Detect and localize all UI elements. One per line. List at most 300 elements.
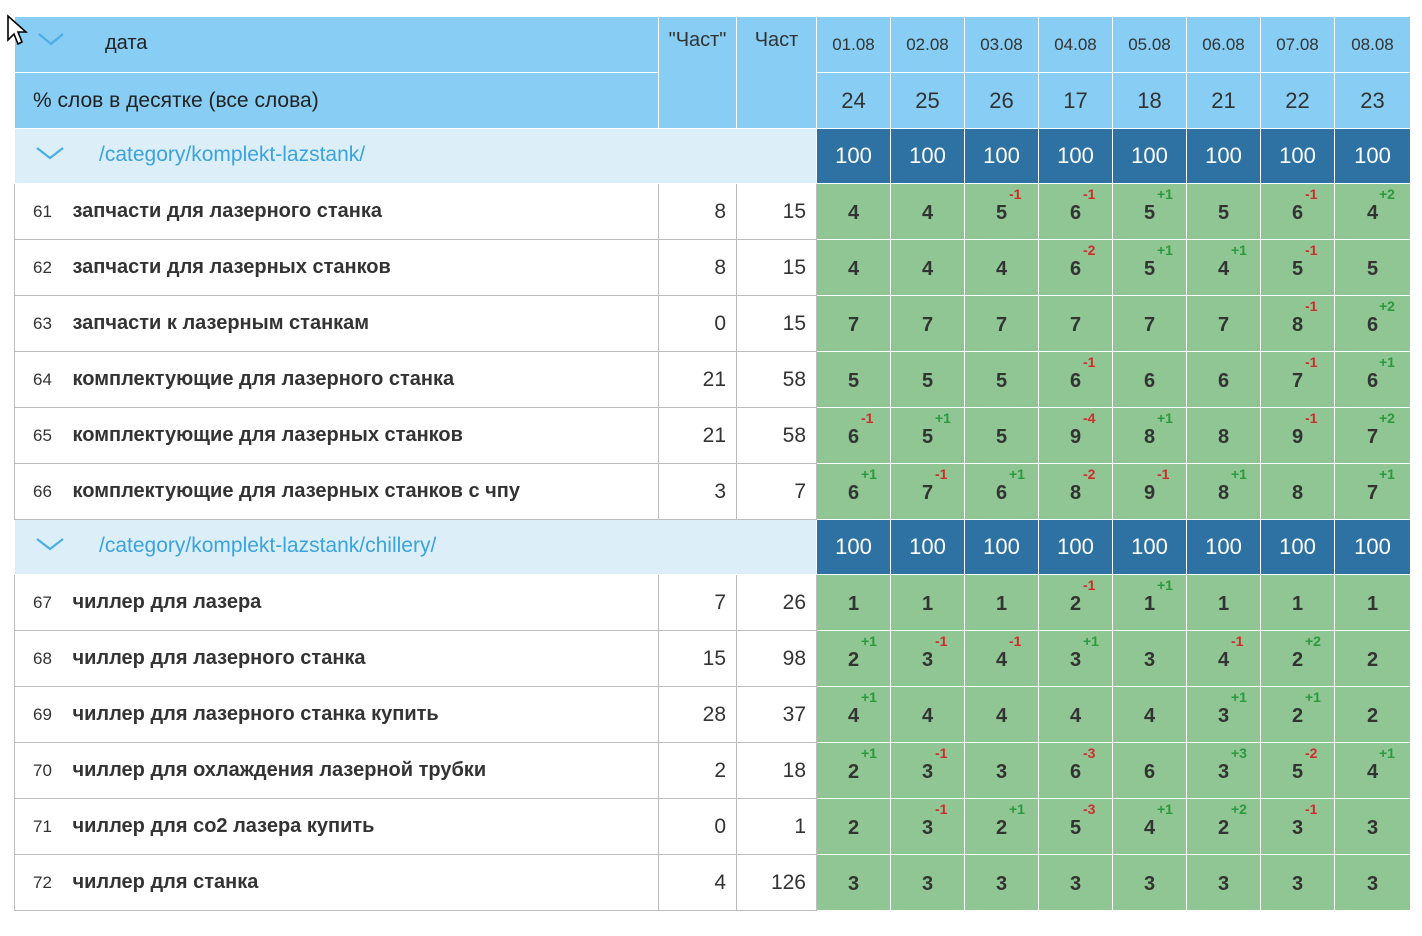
position-value: 2 — [1366, 649, 1379, 671]
table-row[interactable] — [15, 855, 1411, 911]
position-cell — [817, 296, 891, 352]
position-cell — [817, 408, 891, 464]
position-cell — [1113, 352, 1187, 408]
position-value: 8 — [1143, 426, 1156, 448]
position-value: 7 — [921, 482, 934, 504]
position-cell — [1261, 464, 1335, 520]
group-path-link[interactable]: /category/komplekt-lazstank/chillery/ — [99, 534, 437, 557]
date-label: дата — [105, 32, 148, 54]
position-value: 8 — [1069, 482, 1082, 504]
position-cell — [891, 464, 965, 520]
position-change: -1 — [1305, 242, 1318, 258]
position-value: 7 — [995, 314, 1008, 336]
position-change: +1 — [861, 466, 877, 482]
position-cell — [1335, 855, 1411, 911]
position-cell — [1113, 408, 1187, 464]
position-value: 8 — [1291, 314, 1304, 336]
percent-in-top10-cell: 26 — [965, 73, 1039, 129]
position-value: 1 — [1143, 593, 1156, 615]
position-value: 3 — [995, 873, 1008, 895]
position-cell — [1187, 575, 1261, 631]
freq-quoted-cell: 21 — [659, 352, 737, 408]
date-column-header[interactable]: 07.08 — [1261, 17, 1335, 73]
position-change: +1 — [1305, 689, 1321, 705]
position-cell — [817, 352, 891, 408]
position-cell — [1187, 352, 1261, 408]
keyword-cell[interactable]: комплектующие для лазерных станков — [71, 408, 659, 464]
position-change: +2 — [1379, 298, 1395, 314]
position-cell — [1113, 799, 1187, 855]
position-cell — [1113, 296, 1187, 352]
position-value: 9 — [1069, 426, 1082, 448]
position-cell — [965, 240, 1039, 296]
freq-cell: 37 — [737, 687, 817, 743]
position-cell — [965, 184, 1039, 240]
position-value: 4 — [1217, 258, 1230, 280]
position-change: -1 — [1305, 410, 1318, 426]
row-number: 72 — [15, 855, 71, 911]
position-change: +1 — [861, 745, 877, 761]
position-cell — [1039, 687, 1113, 743]
position-value: 8 — [1291, 482, 1304, 504]
position-cell — [1335, 687, 1411, 743]
position-cell — [891, 240, 965, 296]
freq-quoted-cell: 8 — [659, 184, 737, 240]
position-change: -1 — [1305, 354, 1318, 370]
position-cell — [965, 687, 1039, 743]
position-value: 2 — [1069, 593, 1082, 615]
freq-quoted-cell: 0 — [659, 296, 737, 352]
position-cell — [1261, 184, 1335, 240]
position-value: 3 — [1217, 761, 1230, 783]
row-number: 66 — [15, 464, 71, 520]
position-change: +1 — [1231, 466, 1247, 482]
position-value: 6 — [1143, 370, 1156, 392]
date-column-header[interactable]: 01.08 — [817, 17, 891, 73]
position-cell — [965, 631, 1039, 687]
position-cell — [1113, 184, 1187, 240]
position-value: 5 — [1217, 202, 1230, 224]
position-value: 3 — [1366, 817, 1379, 839]
position-value: 4 — [1217, 649, 1230, 671]
date-column-header[interactable]: 03.08 — [965, 17, 1039, 73]
position-cell — [965, 799, 1039, 855]
position-change: +1 — [1009, 466, 1025, 482]
position-change: +1 — [1231, 689, 1247, 705]
position-value: 3 — [921, 817, 934, 839]
freq-quoted-cell: 0 — [659, 799, 737, 855]
position-cell — [1261, 743, 1335, 799]
position-cell — [1261, 352, 1335, 408]
position-value: 4 — [1366, 761, 1379, 783]
position-cell — [1113, 240, 1187, 296]
position-change: +1 — [1083, 633, 1099, 649]
keyword-cell[interactable]: комплектующие для лазерного станка — [71, 352, 659, 408]
position-value: 5 — [1143, 258, 1156, 280]
group-percent-cell: 100 — [1113, 129, 1187, 184]
group-percent-cell: 100 — [965, 520, 1039, 575]
position-change: -2 — [1083, 242, 1096, 258]
row-number: 70 — [15, 743, 71, 799]
row-number: 62 — [15, 240, 71, 296]
percent-in-top10-cell: 21 — [1187, 73, 1261, 129]
date-column-header[interactable]: 02.08 — [891, 17, 965, 73]
position-value: 4 — [1143, 817, 1156, 839]
position-value: 4 — [995, 705, 1008, 727]
freq-quoted-cell: 3 — [659, 464, 737, 520]
position-cell — [965, 408, 1039, 464]
position-cell — [1335, 631, 1411, 687]
row-number: 64 — [15, 352, 71, 408]
table-row[interactable] — [15, 799, 1411, 855]
position-cell — [817, 687, 891, 743]
freq-cell: 15 — [737, 296, 817, 352]
keyword-cell[interactable]: чиллер для co2 лазера купить — [71, 799, 659, 855]
percent-in-top10-cell: 17 — [1039, 73, 1113, 129]
position-value: 6 — [1366, 314, 1379, 336]
position-change: -1 — [1083, 577, 1096, 593]
table-row[interactable] — [15, 240, 1411, 296]
position-cell — [1187, 240, 1261, 296]
position-cell — [1261, 799, 1335, 855]
position-cell — [1261, 855, 1335, 911]
keyword-cell[interactable]: запчасти к лазерным станкам — [71, 296, 659, 352]
chevron-down-icon[interactable] — [37, 31, 65, 47]
group-path-link[interactable]: /category/komplekt-lazstank/ — [99, 143, 366, 166]
position-value: 7 — [847, 314, 860, 336]
position-value: 7 — [1143, 314, 1156, 336]
position-value: 7 — [1291, 370, 1304, 392]
group-percent-cell: 100 — [965, 129, 1039, 184]
group-percent-cell: 100 — [891, 129, 965, 184]
position-change: -1 — [1083, 186, 1096, 202]
date-column-header[interactable]: 06.08 — [1187, 17, 1261, 73]
position-value: 2 — [1291, 705, 1304, 727]
position-change: +2 — [1379, 410, 1395, 426]
freq-cell: 58 — [737, 408, 817, 464]
position-change: +1 — [1379, 466, 1395, 482]
position-value: 9 — [1143, 482, 1156, 504]
position-change: +1 — [1157, 186, 1173, 202]
position-change: -1 — [1305, 186, 1318, 202]
table-row[interactable] — [15, 352, 1411, 408]
position-change: +2 — [1305, 633, 1321, 649]
group-percent-cell: 100 — [817, 129, 891, 184]
keyword-cell[interactable]: запчасти для лазерного станка — [71, 184, 659, 240]
group-percent-cell: 100 — [1039, 129, 1113, 184]
position-change: +3 — [1231, 745, 1247, 761]
position-cell — [1113, 687, 1187, 743]
position-value: 6 — [1069, 258, 1082, 280]
position-cell — [817, 464, 891, 520]
position-cell — [891, 743, 965, 799]
position-cell — [1039, 464, 1113, 520]
position-change: +1 — [861, 633, 877, 649]
position-value: 5 — [995, 202, 1008, 224]
position-change: -1 — [1231, 633, 1244, 649]
position-value: 2 — [1366, 705, 1379, 727]
position-value: 3 — [921, 761, 934, 783]
position-value: 3 — [1291, 873, 1304, 895]
position-change: +1 — [1157, 577, 1173, 593]
position-value: 4 — [847, 705, 860, 727]
position-value: 2 — [1291, 649, 1304, 671]
keyword-cell[interactable]: чиллер для лазерного станка — [71, 631, 659, 687]
position-value: 1 — [1366, 593, 1379, 615]
group-percent-cell: 100 — [817, 520, 891, 575]
position-cell — [891, 631, 965, 687]
position-value: 8 — [1217, 482, 1230, 504]
position-value: 1 — [847, 593, 860, 615]
position-value: 2 — [847, 817, 860, 839]
position-value: 5 — [1143, 202, 1156, 224]
freq-quoted-cell: 28 — [659, 687, 737, 743]
position-cell — [891, 296, 965, 352]
position-change: -4 — [1083, 410, 1096, 426]
row-number: 63 — [15, 296, 71, 352]
position-cell — [891, 575, 965, 631]
position-cell — [1261, 687, 1335, 743]
position-value: 2 — [995, 817, 1008, 839]
table-row[interactable] — [15, 464, 1411, 520]
position-value: 1 — [1217, 593, 1230, 615]
position-value: 4 — [995, 258, 1008, 280]
percent-in-top10-cell: 22 — [1261, 73, 1335, 129]
table-row[interactable] — [15, 743, 1411, 799]
position-value: 6 — [847, 426, 860, 448]
position-cell — [1261, 575, 1335, 631]
position-value: 6 — [1143, 761, 1156, 783]
position-cell — [965, 296, 1039, 352]
freq-quoted-cell: 8 — [659, 240, 737, 296]
position-value: 6 — [1291, 202, 1304, 224]
chevron-down-icon[interactable] — [35, 536, 65, 552]
position-value: 2 — [847, 649, 860, 671]
date-header-cell[interactable] — [15, 17, 659, 73]
position-change: -1 — [1305, 801, 1318, 817]
position-change: +1 — [861, 689, 877, 705]
position-cell — [1335, 296, 1411, 352]
position-change: -3 — [1083, 801, 1096, 817]
position-change: +1 — [1379, 745, 1395, 761]
position-value: 1 — [995, 593, 1008, 615]
position-change: -1 — [1305, 298, 1318, 314]
group-header-cell[interactable] — [15, 129, 817, 184]
freq-cell: 58 — [737, 352, 817, 408]
keyword-cell[interactable]: чиллер для лазерного станка купить — [71, 687, 659, 743]
position-cell — [1113, 575, 1187, 631]
table-row[interactable] — [15, 296, 1411, 352]
freq-quoted-header[interactable]: "Част" — [659, 17, 737, 129]
chevron-down-icon[interactable] — [35, 145, 65, 161]
row-number: 71 — [15, 799, 71, 855]
table-row[interactable] — [15, 575, 1411, 631]
freq-quoted-cell: 7 — [659, 575, 737, 631]
position-value: 4 — [1069, 705, 1082, 727]
position-change: -2 — [1083, 466, 1096, 482]
group-percent-cell: 100 — [1187, 520, 1261, 575]
position-value: 6 — [1069, 202, 1082, 224]
position-change: +1 — [1157, 801, 1173, 817]
position-change: +2 — [1379, 186, 1395, 202]
position-change: -1 — [935, 745, 948, 761]
position-value: 4 — [921, 202, 934, 224]
position-cell — [965, 575, 1039, 631]
position-value: 5 — [847, 370, 860, 392]
position-change: -2 — [1305, 745, 1318, 761]
position-value: 3 — [1143, 649, 1156, 671]
row-number: 61 — [15, 184, 71, 240]
keyword-cell[interactable]: комплектующие для лазерных станков с чпу — [71, 464, 659, 520]
position-value: 5 — [1291, 761, 1304, 783]
position-value: 4 — [1366, 202, 1379, 224]
position-cell — [1335, 408, 1411, 464]
freq-cell: 98 — [737, 631, 817, 687]
position-change: +1 — [1157, 410, 1173, 426]
position-value: 4 — [1143, 705, 1156, 727]
row-number: 69 — [15, 687, 71, 743]
position-value: 2 — [847, 761, 860, 783]
position-cell — [1335, 575, 1411, 631]
position-cell — [817, 743, 891, 799]
position-cell — [1187, 855, 1261, 911]
position-change: -1 — [935, 633, 948, 649]
group-percent-cell: 100 — [1261, 129, 1335, 184]
date-column-header[interactable]: 05.08 — [1113, 17, 1187, 73]
position-cell — [891, 184, 965, 240]
position-value: 9 — [1291, 426, 1304, 448]
position-value: 5 — [1069, 817, 1082, 839]
percent-in-top10-cell: 25 — [891, 73, 965, 129]
position-value: 8 — [1217, 426, 1230, 448]
keyword-cell[interactable]: чиллер для лазера — [71, 575, 659, 631]
table-row[interactable] — [15, 184, 1411, 240]
freq-cell: 126 — [737, 855, 817, 911]
position-change: +1 — [935, 410, 951, 426]
group-percent-cell: 100 — [1335, 129, 1411, 184]
position-cell — [1039, 631, 1113, 687]
position-cell — [1187, 408, 1261, 464]
position-value: 3 — [1069, 649, 1082, 671]
position-value: 1 — [921, 593, 934, 615]
position-value: 3 — [1069, 873, 1082, 895]
position-cell — [891, 799, 965, 855]
position-cell — [965, 352, 1039, 408]
position-change: +1 — [1231, 242, 1247, 258]
percent-label: % слов в десятке (все слова) — [15, 73, 659, 129]
position-cell — [891, 687, 965, 743]
position-value: 2 — [1217, 817, 1230, 839]
position-cell — [965, 855, 1039, 911]
position-value: 3 — [847, 873, 860, 895]
table-row[interactable] — [15, 687, 1411, 743]
position-cell — [1113, 855, 1187, 911]
position-value: 4 — [847, 202, 860, 224]
position-change: -1 — [861, 410, 874, 426]
freq-cell: 18 — [737, 743, 817, 799]
position-cell — [891, 408, 965, 464]
group-header-cell[interactable] — [15, 520, 817, 575]
table-row[interactable] — [15, 408, 1411, 464]
table-row[interactable] — [15, 631, 1411, 687]
position-cell — [1039, 408, 1113, 464]
freq-quoted-cell: 4 — [659, 855, 737, 911]
group-percent-cell: 100 — [1187, 129, 1261, 184]
position-value: 5 — [995, 370, 1008, 392]
position-cell — [1335, 240, 1411, 296]
position-value: 7 — [1366, 482, 1379, 504]
positions-table — [14, 16, 1411, 911]
group-percent-cell: 100 — [1039, 520, 1113, 575]
position-value: 3 — [921, 649, 934, 671]
position-cell — [1335, 743, 1411, 799]
position-cell — [1039, 575, 1113, 631]
position-cell — [1039, 799, 1113, 855]
position-value: 4 — [921, 258, 934, 280]
position-cell — [1261, 408, 1335, 464]
keyword-cell[interactable]: запчасти для лазерных станков — [71, 240, 659, 296]
position-cell — [1039, 240, 1113, 296]
freq-quoted-cell: 2 — [659, 743, 737, 799]
position-value: 1 — [1291, 593, 1304, 615]
freq-quoted-cell: 21 — [659, 408, 737, 464]
position-change: -1 — [935, 801, 948, 817]
position-cell — [1187, 464, 1261, 520]
position-cell — [817, 799, 891, 855]
position-value: 4 — [995, 649, 1008, 671]
position-change: +2 — [1231, 801, 1247, 817]
keyword-cell[interactable]: чиллер для охлаждения лазерной трубки — [71, 743, 659, 799]
keyword-cell[interactable]: чиллер для станка — [71, 855, 659, 911]
position-value: 3 — [1366, 873, 1379, 895]
position-change: -1 — [935, 466, 948, 482]
position-cell — [1187, 687, 1261, 743]
percent-in-top10-cell: 24 — [817, 73, 891, 129]
group-row — [15, 520, 1411, 575]
row-number: 65 — [15, 408, 71, 464]
date-column-header[interactable]: 08.08 — [1335, 17, 1411, 73]
position-cell — [1113, 631, 1187, 687]
freq-cell: 26 — [737, 575, 817, 631]
position-cell — [817, 631, 891, 687]
position-value: 6 — [995, 482, 1008, 504]
position-change: -3 — [1083, 745, 1096, 761]
position-cell — [1261, 631, 1335, 687]
position-cell — [1113, 464, 1187, 520]
position-value: 6 — [1069, 370, 1082, 392]
position-value: 7 — [1217, 314, 1230, 336]
position-change: +1 — [1379, 354, 1395, 370]
position-value: 3 — [921, 873, 934, 895]
position-change: +1 — [1009, 801, 1025, 817]
position-cell — [1187, 184, 1261, 240]
position-cell — [817, 240, 891, 296]
group-percent-cell: 100 — [1113, 520, 1187, 575]
position-cell — [817, 855, 891, 911]
position-cell — [965, 464, 1039, 520]
group-row — [15, 129, 1411, 184]
position-value: 3 — [1291, 817, 1304, 839]
date-column-header[interactable]: 04.08 — [1039, 17, 1113, 73]
freq-header[interactable]: Част — [737, 17, 817, 129]
position-cell — [1039, 184, 1113, 240]
position-cell — [1113, 743, 1187, 799]
position-value: 7 — [1069, 314, 1082, 336]
position-value: 5 — [921, 370, 934, 392]
position-cell — [1187, 631, 1261, 687]
position-change: -1 — [1009, 186, 1022, 202]
position-value: 6 — [1217, 370, 1230, 392]
